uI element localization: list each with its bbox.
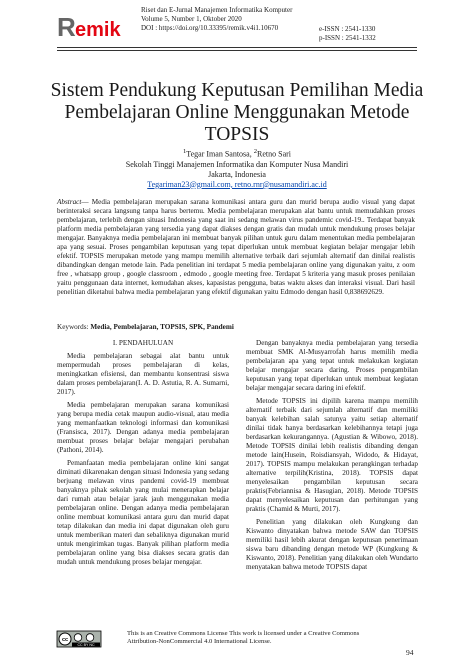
paper-title: [40, 80, 434, 146]
svg-text:emik: emik: [75, 19, 121, 41]
issn-info: [319, 25, 376, 43]
paragraph: Media pembelajaran merupakan sarana komunikasi yang berupa media cetak maupun audio-visual, atau media yang memanfaatkan teknologi informasi dan komunikasi (Fransisca, 2017). Dengan adanya media pembelajaran membuat proses belajar belajar mengajari perubahan (Pathoni, 2014).: [57, 401, 229, 454]
license-line: This is an Creative Commons License This work is licensed under a Creative Commons: [127, 630, 360, 637]
abstract-label: Abstract: [57, 198, 82, 206]
paragraph: Media pembelajaran sebagai alat bantu untuk mempermudah proses pembelajaran di kelas, meningkatkan efisiensi, dan membantu konsentrasi siswa dalam proses pembelajaran(I. A. D. Astutia, R. A. Sumarni, 2017).: [57, 352, 229, 396]
location: Jakarta, Indonesia: [208, 169, 266, 179]
license-text: [127, 630, 387, 646]
remik-logo: [57, 12, 121, 42]
abstract: [57, 198, 415, 297]
header-rule-bottom: [57, 50, 417, 51]
journal-header: [57, 6, 417, 44]
page-number: 94: [406, 648, 414, 657]
title-line: Pembelajaran Online Menggunakan Metode: [64, 102, 410, 123]
svg-text:R: R: [57, 12, 76, 42]
paragraph: Pemanfaatan media pembelajaran online kini sangat diminati dikarenakan dengan situasi Indonesia yang sedang berjuang melawan virus pandemi covid-19 membuat banyaknya pihak sekolah yang mulai menerapkan belajar dari rumah atau belajar jarak jauh menggunakan media pembelajaran online. Dengan adanya media pembelajaran online membuat komunikasi antara guru dan murid dapat tetap dilakukan dan media ini dapat digunakan oleh guru untuk memberikan materi dan sebaliknya digunakan murid untuk mengirimkan tugas. Banyak pilihan platform media pembelajaran online yang bisa diakses secara gratis dan mudah untuk mendukung proses belajar mengajar.: [57, 459, 229, 566]
author-names: $^1$Tegar Iman Santosa, $^2$Retno Sari: [182, 148, 292, 159]
eissn: e-ISSN : 2541-1330: [319, 25, 376, 33]
keywords-label: Keywords:: [57, 323, 91, 331]
svg-text:cc: cc: [61, 637, 69, 644]
abstract-text: — Media pembelajaran merupakan sarana komunikasi antara guru dan murid berupa audio visual yang dapat berinteraksi secara langsung tanpa harus bertemu. Media pembelajaran merupakan alat bantu untuk memudahkan proses pembelajaran, terlebih dengan situasi Indonesia yang saat ini sedang melawan virus pandemic covid-19.. Terdapat banyak platform media pembelajaran yang tersedia yang dapat diakses dengan gratis dan mudah untuk mendukung proses belajar mengajar. Banyaknya media pembelajaran ini membuat banyak pilihan untuk guru dalam menentukan media pembelajaran apa yang sesuai. Proses pengambilan keputusan yang tepat diperlukan untuk membuat kegiatan belajar mengajar lebih efektif. TOPSIS merupakan metode yang mampu memilih alternative terbaik dari sejumlah alternatif dan dinilai realistis dibandingkan dengan metode lain. Pada penelitian ini terdapat 5 media pembelajaran online yang digunakan yaitu, z oom free , whatsapp group , google classroom , edmodo , google meeting free. Terdapat 5 kriteria yang masuk proses penilaian yaitu penggunaan data internet, kemudahan akses, kapasistas pengguna, batas waktu akses dan interaksi visual. Dari hasil penelitian diketahui bahwa media pembelajaran yang efektif digunakan yaitu Edmodo dengan hasil 0,838692629.: [57, 198, 415, 296]
cc-license-badge-icon[interactable]: [57, 631, 101, 647]
paragraph: Penelitian yang dilakukan oleh Kungkung dan Kiswanto dinyatakan bahwa metode SAW dan TOPSIS memiliki hasil lebih akurat dengan keputusan penerimaan siswa baru dibanding dengan metode WP (Kungkung & Kiswanto, 2018). Penelitian yang dilakukan oleh Wundarto menyatakan bahwa metode TOPSIS dapat: [246, 518, 418, 571]
journal-volume: Volume 5, Number 1, Oktober 2020: [141, 15, 242, 23]
right-column: [246, 339, 418, 576]
left-column: [57, 339, 229, 571]
title-line: TOPSIS: [204, 124, 270, 145]
pissn: p-ISSN : 2541-1332: [319, 34, 376, 42]
section-heading: I. PENDAHULUAN: [112, 339, 174, 347]
author-emails[interactable]: Tegariman23@gmail.com, retno.rnr@nusamandiri.ac.id: [147, 179, 327, 189]
paragraph: Metode TOPSIS ini dipilih karena mampu memilih alternatif terbaik dari sejumlah alternatif dan memiliki banyak kelebihan salah satunya yaitu setiap alternatif dinilai tidak hanya berdasarkan kelebihannya tetapi juga berdasarkan kekurangannya. (Agustian & Wibowo, 2018). Metode TOPSIS dinilai lebih realistis dibanding dengan metode lain(Husein, Roisdiansyah, Widodo, & Hidayat, 2017). TOPSIS mampu melakukan perangkingan terhadap alternative terpilih(Kristina, 2018). TOPSIS dapat menyelesaikan pengambilan keputusan secara praktis(Febriannisa & Hasugian, 2018). Metode TOPSIS dapat menyelesaikan keputusan dan perhitungan yang praktis (Chamid & Murti, 2017).: [246, 397, 418, 513]
affiliation: Sekolah Tinggi Manajemen Informatika dan Komputer Nusa Mandiri: [125, 159, 349, 169]
keywords: [57, 323, 415, 332]
paragraph: Dengan banyaknya media pembelajaran yang tersedia membuat SMK Al-Musyarrofah harus memilih media pembelajaran apa yang tepat untuk melakukan kegiatan belajar mengajar secara daring. Proses pengambilan keputusan yang tepat diperlukan untuk membuat kegiatan belajar mengajar secara daring ini efektif.: [246, 339, 418, 392]
keywords-text: Media, Pembelajaran, TOPSIS, SPK, Pandemi: [90, 323, 234, 331]
header-rule-top: [57, 47, 417, 48]
license-line: Attribution-NonCommercial 4.0 International License.: [127, 638, 272, 645]
journal-info: [141, 6, 292, 33]
journal-name: Riset dan E-Jurnal Manajemen Informatika Komputer: [141, 6, 293, 14]
title-line: Sistem Pendukung Keputusan Pemilihan Media: [50, 80, 424, 101]
svg-text:CC BY NC: CC BY NC: [77, 642, 95, 647]
author-block: [40, 147, 434, 190]
journal-doi[interactable]: DOI : https://doi.org/10.33395/remik.v4i1.10670: [141, 24, 279, 32]
